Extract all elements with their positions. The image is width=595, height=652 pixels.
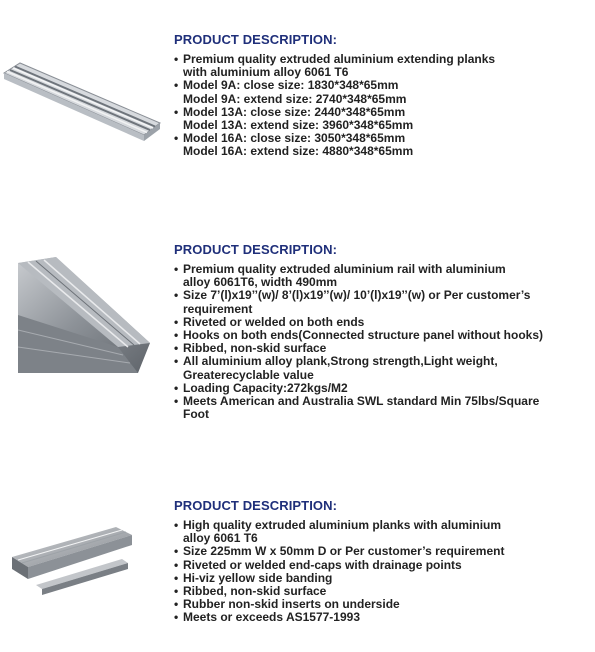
bullet-list [174,53,584,159]
list-item: • Rubber non-skid inserts on underside [174,598,584,611]
list-item: • Meets American and Australia SWL standard Min 75lbs/Square Foot [174,395,584,421]
list-item: • Premium quality extruded aluminium rail with aluminium alloy 6061T6, width 490mm [174,263,584,289]
list-item: • Riveted or welded on both ends [174,316,584,329]
section-heading: PRODUCT DESCRIPTION: [174,32,338,47]
list-item: • All aluminium alloy plank,Strong strength,Light weight, Greaterecyclable value [174,355,584,381]
extending-plank-image [2,55,162,145]
list-item: • Model 13A: close size: 2440*348*65mm Model 13A: extend size: 3960*348*65mm [174,106,584,132]
list-item: • Premium quality extruded aluminium extending planks with aluminium alloy 6061 T6 [174,53,584,79]
list-item: • Size 7’(l)x19’’(w)/ 8’(l)x19’’(w)/ 10’(l)x19’’(w) or Per customer’s requirement [174,289,584,315]
list-item: • Meets or exceeds AS1577-1993 [174,611,584,624]
section-heading: PRODUCT DESCRIPTION: [174,242,338,257]
list-item: • Size 225mm W x 50mm D or Per customer’s requirement [174,545,584,558]
section-heading: PRODUCT DESCRIPTION: [174,498,338,513]
list-item: • Ribbed, non-skid surface [174,342,584,355]
list-item: • High quality extruded aluminium planks with aluminium alloy 6061 T6 [174,519,584,545]
list-item: • Hooks on both ends(Connected structure panel without hooks) [174,329,584,342]
bullet-list [174,519,584,625]
rail-plank-image [18,255,150,375]
bullet-list [174,263,584,421]
list-item: • Model 16A: close size: 3050*348*65mm Model 16A: extend size: 4880*348*65mm [174,132,584,158]
list-item: • Riveted or welded end-caps with drainage points [174,559,584,572]
list-item: • Model 9A: close size: 1830*348*65mm Model 9A: extend size: 2740*348*65mm [174,79,584,105]
list-item: • Loading Capacity:272kgs/M2 [174,382,584,395]
plank-image [12,525,132,605]
list-item: • Hi-viz yellow side banding [174,572,584,585]
list-item: • Ribbed, non-skid surface [174,585,584,598]
